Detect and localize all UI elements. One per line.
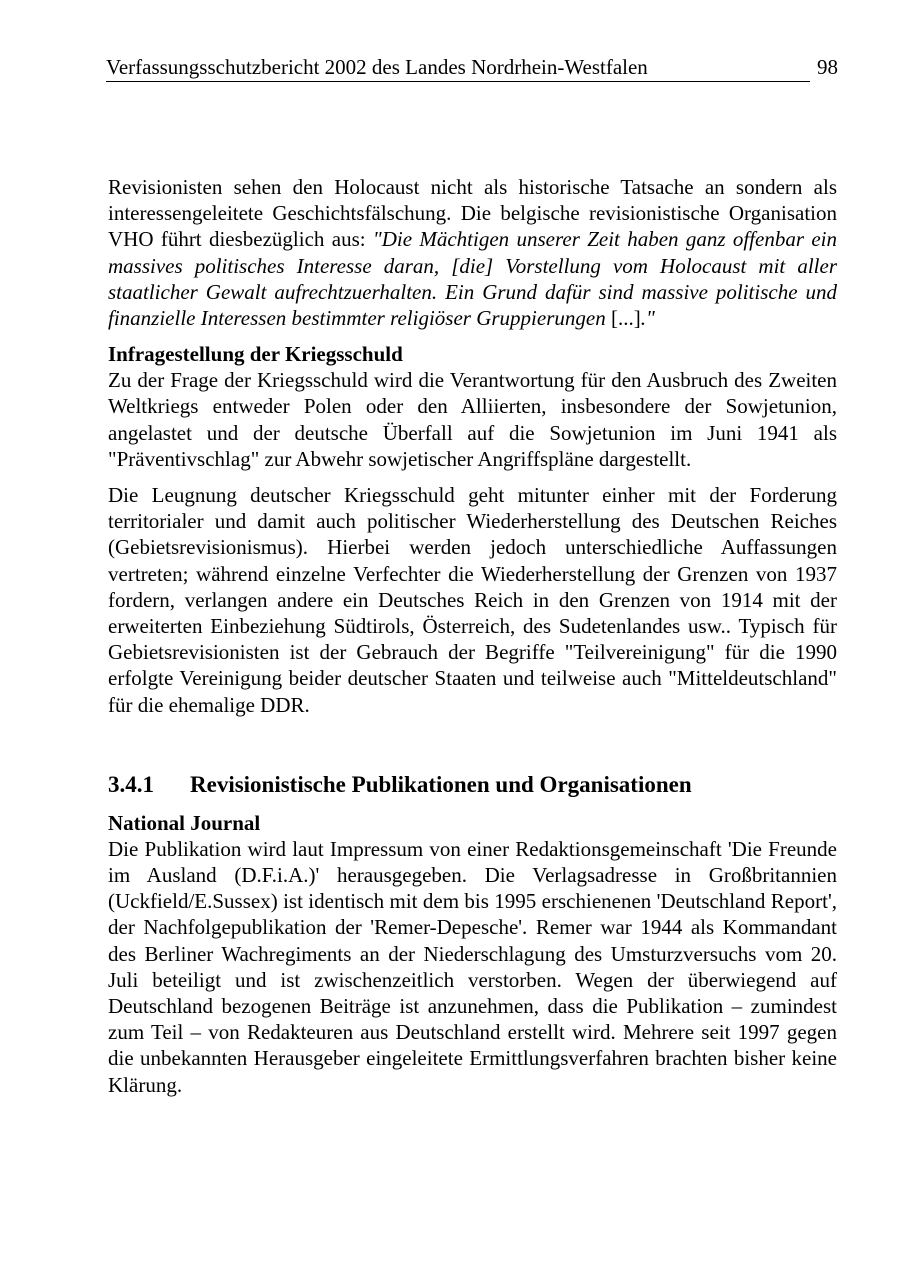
header-rule [106, 81, 810, 82]
kriegsschuld-paragraph-1: Zu der Frage der Kriegsschuld wird die Verantwortung für den Ausbruch des Zweiten Weltkriegs entweder Polen oder den Alliierten, insbesondere der Sowjetunion, angelastet und der deutsche Überfall auf die Sowjetunion im Juni 1941 als "Präventivschlag" zur Abwehr sowjetischer Angriffspläne dargestellt. [108, 368, 837, 471]
national-journal-paragraph: Die Publikation wird laut Impressum von einer Redaktionsgemeinschaft 'Die Freunde im Ausland (D.F.i.A.)' herausgegeben. Die Verlagsadresse in Großbritannien (Uckfield/E.Sussex) ist identisch mit dem bis 1995 erschienenen 'Deutschland Report', der Nachfolgepublikation der 'Remer-Depesche'. Remer war 1944 als Kommandant des Berliner Wachregiments an der Niederschlagung des Umsturzversuchs vom 20. Juli beteiligt und ist zwischenzeitlich verstorben. Wegen der überwiegend auf Deutschland bezogenen Beiträge ist anzunehmen, dass die Publikation – zumindest zum Teil – von Redakteuren aus Deutschland erstellt wird. Mehrere seit 1997 gegen die unbekannten Herausgeber eingeleitete Ermittlungsverfahren brachten bisher keine Klärung. [108, 836, 837, 1097]
intro-quote-ellipsis: [...] [605, 306, 641, 331]
section-number: 3.4.1 [108, 771, 154, 797]
section-title: Revisionistische Publikationen und Organisationen [190, 771, 692, 797]
kriegsschuld-heading: Infragestellung der Kriegsschuld [108, 342, 403, 367]
page-header [106, 54, 838, 84]
national-journal-heading: National Journal [108, 810, 261, 835]
section-heading [108, 770, 837, 800]
page-number: 98 [817, 55, 838, 79]
kriegsschuld-paragraph-2: Die Leugnung deutscher Kriegsschuld geht mitunter einher mit der Forderung territorialer und damit auch politischer Wiederherstellung des Deutschen Reiches (Gebietsrevisionismus). Hierbei werden jedoch unterschiedliche Auffassungen vertreten; während einzelne Verfechter die Wiederherstellung der Grenzen von 1937 fordern, verlangen andere ein Deutsches Reich in den Grenzen von 1914 mit der erweiterten Einbeziehung Südtirols, Österreich, des Sudetenlandes usw.. Typisch für Gebietsrevisionisten ist der Gebrauch der Begriffe "Teilvereinigung" für die 1990 erfolgte Vereinigung beider deutscher Staaten und teilweise auch "Mitteldeutschland" für die ehemalige DDR. [108, 483, 837, 717]
intro-text: Revisionisten sehen den Holocaust nicht als historische Tatsache an sondern als interessengeleitete Geschichtsfälschung. Die belgische revisionistische Organisation VHO führt diesbezüglich aus: [108, 175, 837, 252]
page-content [108, 174, 837, 1098]
header-title: Verfassungsschutzbericht 2002 des Landes Nordrhein-Westfalen [106, 55, 648, 79]
intro-paragraph [108, 174, 837, 331]
intro-quote: "Die Mächtigen unserer Zeit haben ganz offenbar ein massives politisches Interesse daran, [die] Vorstellung vom Holocaust mit aller staatlicher Gewalt aufrechtzuerhalten. Ein Grund dafür sind massive politische und finanzielle Interessen bestimmter religiöser Gruppierungen [108, 227, 837, 331]
intro-quote-end: ." [640, 306, 655, 331]
